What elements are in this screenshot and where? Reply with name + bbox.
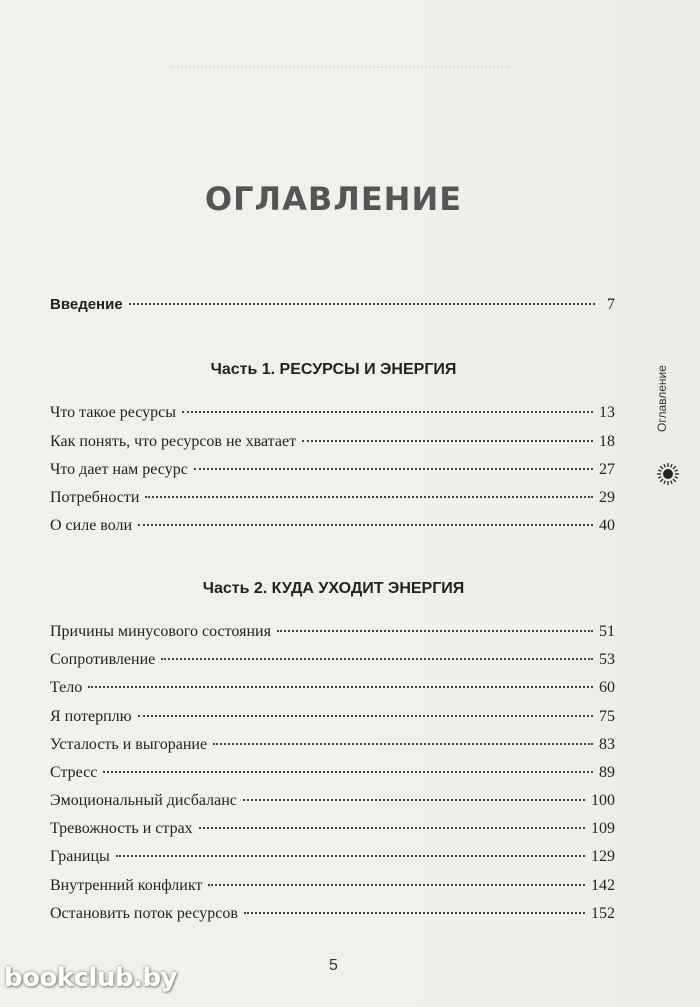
dot-leader [129, 303, 595, 305]
toc-entry-page: 29 [599, 489, 615, 506]
toc-entry[interactable] [50, 905, 615, 929]
toc-entry-page: 13 [599, 404, 615, 421]
dot-leader [243, 799, 585, 801]
dot-leader [208, 884, 585, 886]
toc-entry-label: Сопротивление [50, 651, 156, 668]
toc-entry-label: Эмоциональный дисбаланс [50, 792, 237, 809]
toc-entry[interactable] [50, 736, 615, 760]
dot-leader [182, 411, 593, 413]
toc-entry-label: Что дает нам ресурс [50, 461, 188, 478]
dot-leader [199, 827, 585, 829]
dot-leader [277, 630, 593, 632]
toc-entry-label: Стресс [50, 764, 98, 781]
toc-entry-page: 18 [599, 433, 615, 450]
toc-entry-page: 7 [607, 296, 615, 313]
toc-entry[interactable] [50, 820, 615, 844]
toc-entry[interactable] [50, 623, 615, 647]
toc-entry-page: 100 [591, 792, 615, 809]
dot-leader [88, 686, 593, 688]
sun-icon [656, 462, 680, 486]
toc-entry[interactable] [50, 404, 615, 428]
toc-entry-label: Внутренний конфликт [50, 877, 203, 894]
toc-entry-intro[interactable] [50, 296, 615, 320]
toc-entry-page: 152 [591, 905, 615, 922]
toc-entry-label: Я потерплю [50, 708, 132, 725]
toc-entry-label: Остановить поток ресурсов [50, 905, 238, 922]
toc-entry-label: Причины минусового состояния [50, 623, 271, 640]
toc-entry-page: 89 [599, 764, 615, 781]
toc-entry-label: Усталость и выгорание [50, 736, 208, 753]
toc-entry[interactable] [50, 489, 615, 513]
toc-entry-label: Как понять, что ресурсов не хватает [50, 433, 297, 450]
toc-entry-page: 75 [599, 708, 615, 725]
dot-leader [103, 771, 593, 773]
toc-entry-page: 51 [599, 623, 615, 640]
toc-entry[interactable] [50, 708, 615, 732]
toc-entry-label: Введение [50, 296, 123, 313]
toc-entry-page: 27 [599, 461, 615, 478]
toc-entry-label: Границы [50, 848, 110, 865]
dot-leader [161, 658, 593, 660]
toc-entry[interactable] [50, 679, 615, 703]
toc-entry-page: 129 [591, 848, 615, 865]
part-1-heading: Часть 1. РЕСУРСЫ И ЭНЕРГИЯ [210, 361, 457, 378]
toc-entry[interactable] [50, 764, 615, 788]
toc-entry[interactable] [50, 651, 615, 675]
toc-entry[interactable] [50, 848, 615, 872]
toc-entry-label: Потребности [50, 489, 140, 506]
toc-entry-label: Тело [50, 679, 83, 696]
watermark-logo: bookclub.by [4, 963, 178, 993]
dot-leader [244, 912, 585, 914]
dot-leader [138, 715, 593, 717]
toc-entry-page: 83 [599, 736, 615, 753]
toc-entry-label: Тревожность и страх [50, 820, 193, 837]
part-2-heading: Часть 2. КУДА УХОДИТ ЭНЕРГИЯ [202, 580, 465, 597]
dot-leader [138, 524, 593, 526]
side-section-label: Оглавление [655, 365, 669, 432]
dot-leader [116, 855, 585, 857]
bleed-through-line [170, 66, 510, 78]
toc-entry[interactable] [50, 517, 615, 541]
toc-entry-page: 53 [599, 651, 615, 668]
toc-entry[interactable] [50, 461, 615, 485]
toc-entry[interactable] [50, 877, 615, 901]
toc-entry-page: 142 [591, 877, 615, 894]
page-number: 5 [329, 957, 338, 974]
dot-leader [145, 496, 593, 498]
toc-entry-label: Что такое ресурсы [50, 404, 176, 421]
dot-leader [302, 440, 593, 442]
toc-entry-page: 60 [599, 679, 615, 696]
toc-entry-page: 40 [599, 517, 615, 534]
page-title: ОГЛАВЛЕНИЕ [204, 180, 463, 218]
toc-entry-label: О силе воли [50, 517, 133, 534]
toc-entry[interactable] [50, 792, 615, 816]
dot-leader [194, 468, 593, 470]
toc-entry[interactable] [50, 433, 615, 457]
dot-leader [213, 743, 593, 745]
toc-entry-page: 109 [591, 820, 615, 837]
